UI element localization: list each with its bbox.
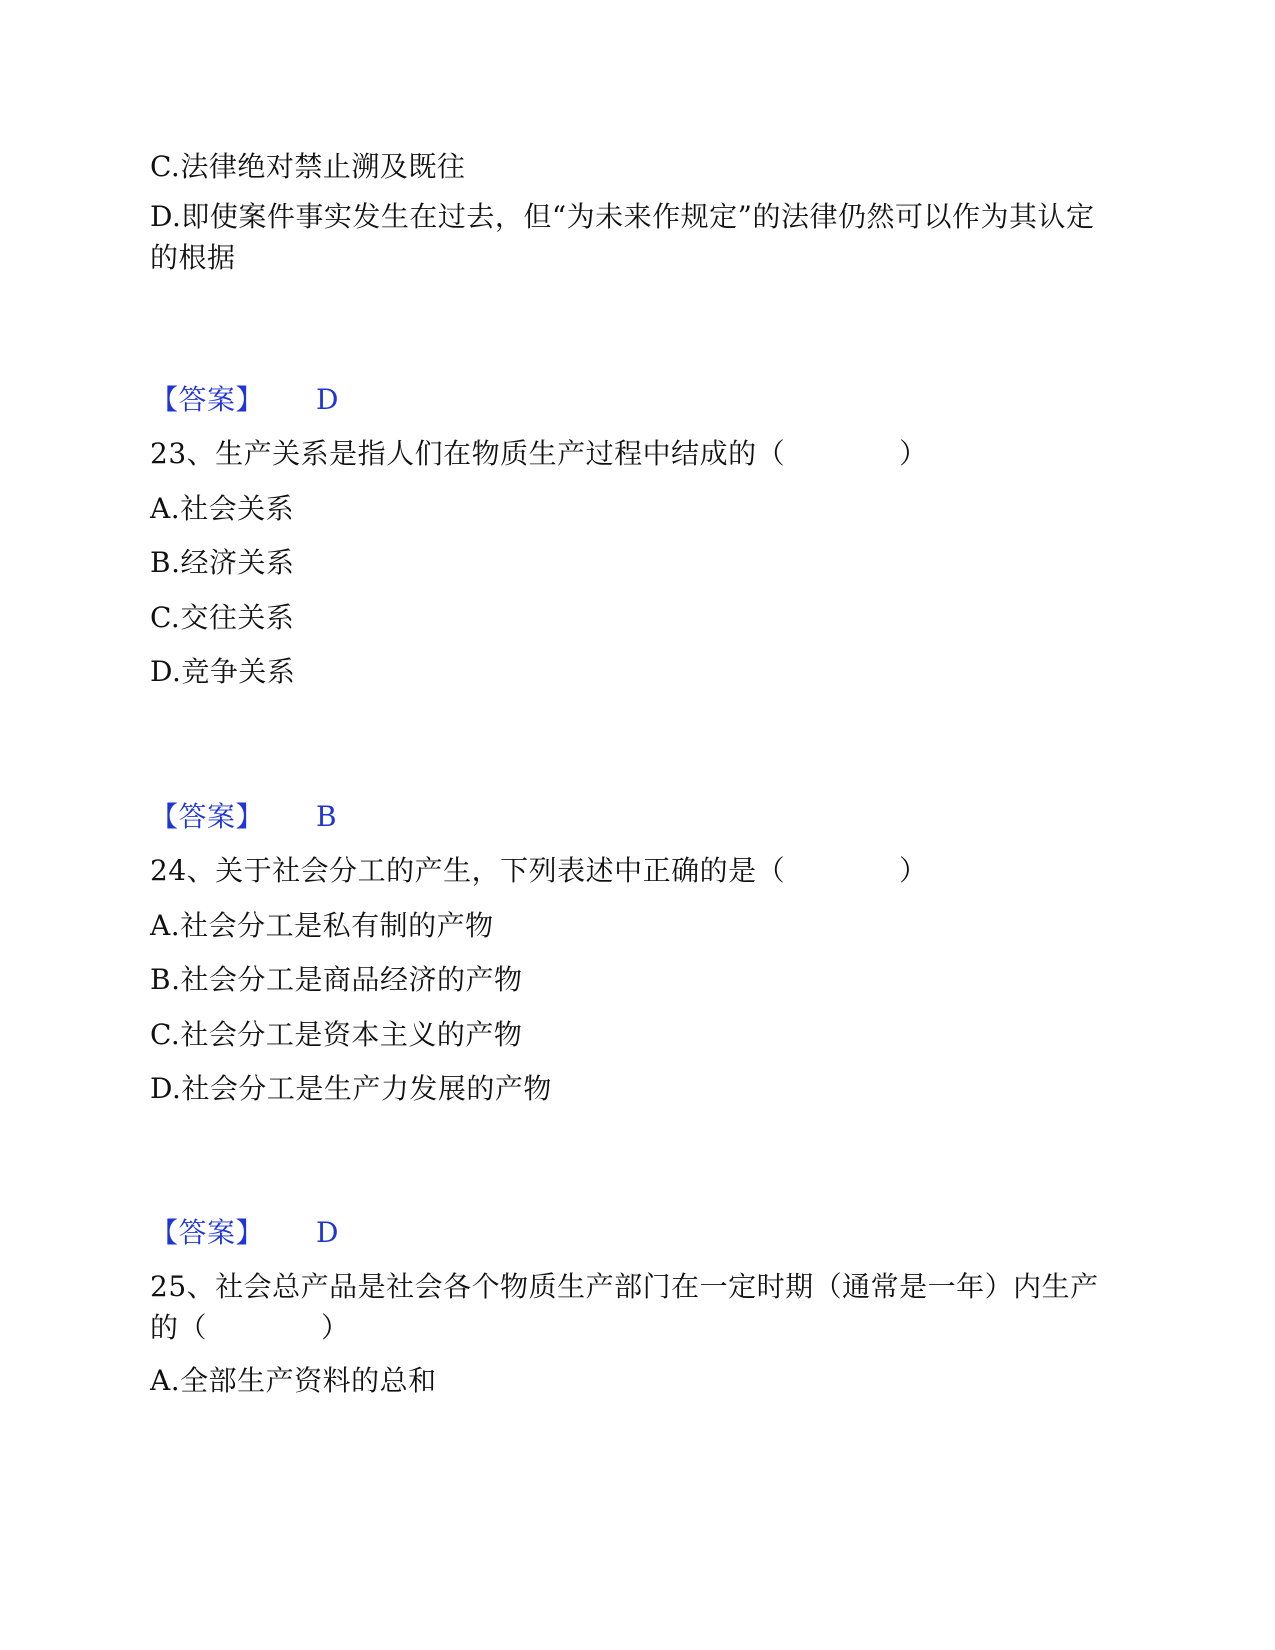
option-c-q23: C.交往关系 — [150, 601, 295, 634]
option-d-q23: D.竞争关系 — [150, 655, 296, 688]
option-b-q24: B.社会分工是商品经济的产物 — [150, 963, 523, 996]
option-d-q24: D.社会分工是生产力发展的产物 — [150, 1072, 552, 1105]
answer-value: D — [316, 1216, 339, 1249]
answer-value: D — [316, 383, 339, 416]
answer-label: 【答案】 — [150, 383, 265, 416]
question-24: 24、关于社会分工的产生，下列表述中正确的是（ ） — [150, 854, 928, 887]
option-d-q22: D.即使案件事实发生在过去，但“为未来作规定”的法律仍然可以作为其认定的根据 — [150, 200, 1095, 274]
answer-value: B — [316, 800, 338, 833]
option-a-q24: A.社会分工是私有制的产物 — [150, 909, 494, 942]
option-b-q23: B.经济关系 — [150, 546, 295, 579]
question-23: 23、生产关系是指人们在物质生产过程中结成的（ ） — [150, 437, 928, 470]
question-25: 25、社会总产品是社会各个物质生产部门在一定时期（通常是一年）内生产的（ ） — [150, 1270, 1099, 1344]
option-c-q22: C.法律绝对禁止溯及既往 — [150, 150, 466, 183]
option-a-q25: A.全部生产资料的总和 — [150, 1364, 437, 1397]
answer-q22 — [150, 379, 339, 420]
answer-label: 【答案】 — [150, 1216, 265, 1249]
answer-label: 【答案】 — [150, 800, 265, 833]
option-a-q23: A.社会关系 — [150, 492, 295, 525]
option-c-q24: C.社会分工是资本主义的产物 — [150, 1018, 523, 1051]
answer-q23 — [150, 796, 337, 837]
answer-q24 — [150, 1212, 339, 1253]
